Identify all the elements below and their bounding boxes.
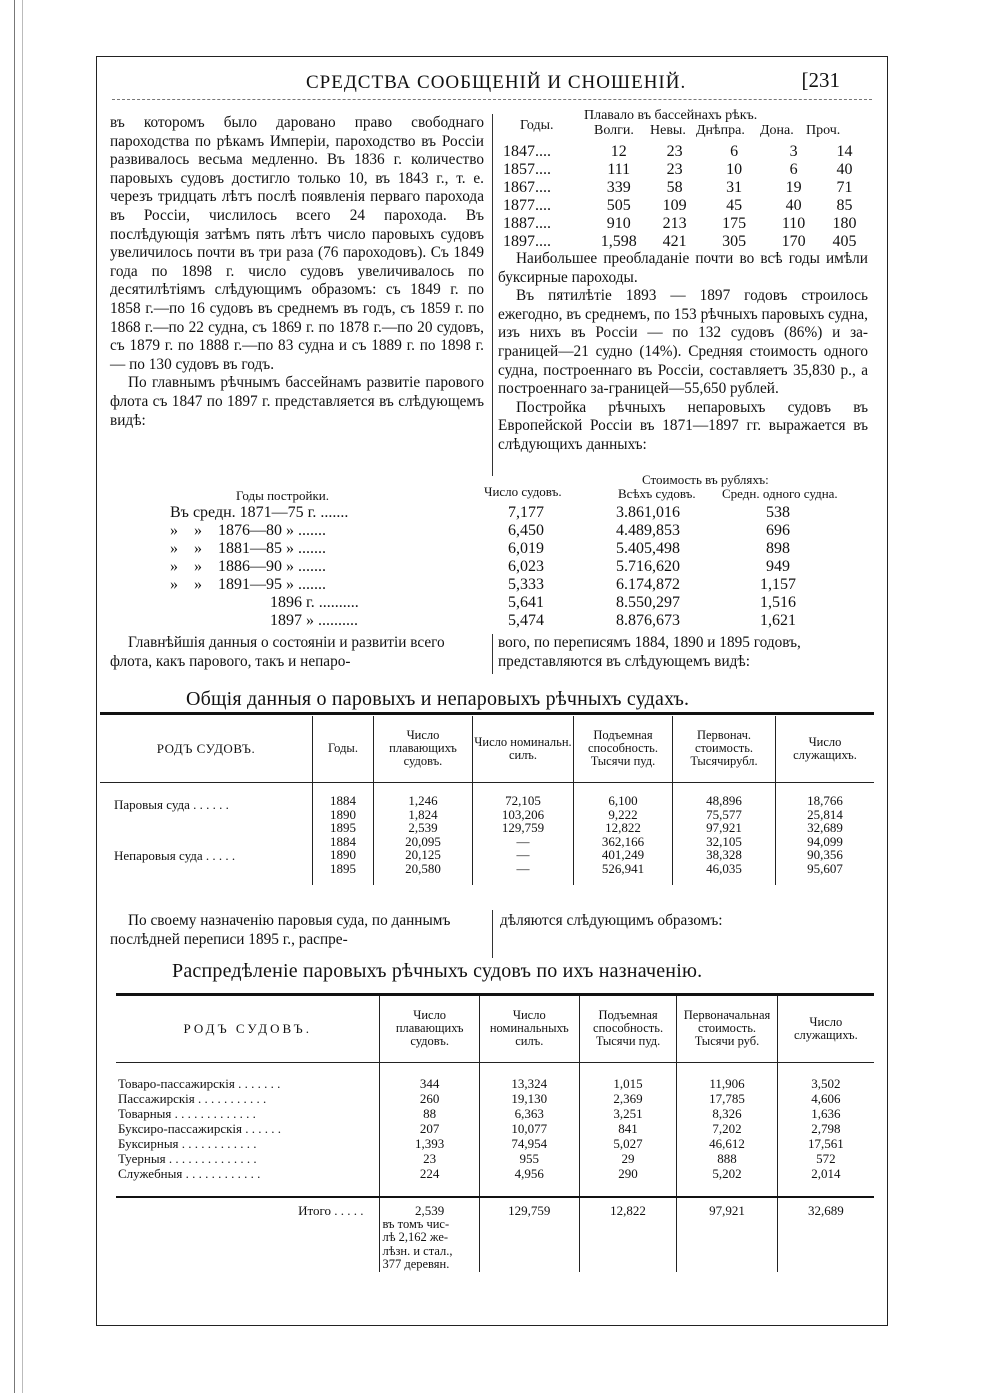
total-value: 129,759 <box>479 1197 579 1272</box>
construction-cost-all: 8.876,673 <box>616 612 680 629</box>
value-line: 1890 <box>330 806 356 822</box>
value-cell: 955 <box>479 1151 579 1166</box>
paragraph: Главнѣйшія данныя о состояніи и развитіи всего флота, какъ парового, такъ и непаро- <box>110 634 445 670</box>
construction-row <box>170 504 870 522</box>
basin-value: 45 <box>726 196 743 214</box>
construction-row <box>170 576 870 594</box>
paragraph: дѣляются слѣдующимъ образомъ: <box>500 912 723 929</box>
construction-row <box>170 540 870 558</box>
basin-value: 109 <box>662 196 687 214</box>
table-spacer-cell <box>776 875 875 885</box>
value-cell: 1,636 <box>777 1106 874 1121</box>
basin-value: 3 <box>789 142 798 160</box>
column-divider <box>492 114 493 476</box>
table2 <box>116 996 874 1272</box>
t1-header: Подъемная способность. Тысячи пуд. <box>574 716 673 782</box>
t2-header: Первоначальная стоимость. Тысячи руб. <box>677 996 777 1062</box>
total-row <box>116 1197 874 1272</box>
value-cell: 8,326 <box>677 1106 777 1121</box>
value-cell <box>473 794 574 835</box>
basin-col-header: Дона. <box>760 123 794 138</box>
construction-all-header: Всѣхъ судовъ. <box>618 486 696 501</box>
table-spacer-cell <box>579 1062 677 1076</box>
value-line: 526,941 <box>601 860 645 876</box>
vessel-purpose: Буксиро-пассажирскія . . . . . . <box>118 1121 282 1136</box>
value-cell: 7,202 <box>677 1121 777 1136</box>
t1-header: Число плавающихъ судовъ. <box>374 716 473 782</box>
basin-row <box>500 160 870 178</box>
basin-value: 305 <box>722 232 747 250</box>
basin-year: 1847.... <box>503 142 551 160</box>
basin-value: 180 <box>832 214 857 232</box>
value-cell: 2,369 <box>579 1091 677 1106</box>
construction-count: 5,641 <box>508 594 544 611</box>
construction-cost-avg: 898 <box>766 540 790 557</box>
basin-value: 1,598 <box>600 232 637 250</box>
table-rule <box>100 712 874 715</box>
t1-header: Число номинальн. силъ. <box>473 716 574 782</box>
total-value: 97,921 <box>677 1197 777 1272</box>
value-line: 129,759 <box>501 820 545 835</box>
value-line: 401,249 <box>601 847 645 862</box>
table-spacer-row <box>116 1181 874 1197</box>
value-cell: 2,014 <box>777 1166 874 1181</box>
value-cell: 29 <box>579 1151 677 1166</box>
value-cell: 17,785 <box>677 1091 777 1106</box>
basin-row <box>500 178 870 196</box>
value-line: 18,766 <box>807 793 843 808</box>
table-row <box>116 1136 874 1151</box>
table-row <box>100 794 874 835</box>
value-cell: 224 <box>380 1166 479 1181</box>
basin-value: 213 <box>662 214 687 232</box>
basin-value: 71 <box>836 178 853 196</box>
construction-table <box>150 472 880 632</box>
basin-value: 40 <box>785 196 802 214</box>
table-spacer-cell <box>374 875 473 885</box>
table-spacer-cell <box>380 1062 479 1076</box>
construction-cost-avg: 538 <box>766 504 790 521</box>
construction-period: » » 1876—80 » ....... <box>170 522 326 539</box>
paragraph: Постройка рѣчныхъ непаровыхъ судовъ въ Европейской Россіи въ 1871—1897 гг. выражается въ слѣдующихъ данныхъ: <box>498 398 868 453</box>
basin-value: 175 <box>722 214 747 232</box>
value-line: 32,689 <box>807 820 843 835</box>
value-cell <box>473 835 574 876</box>
value-line: 94,099 <box>807 833 843 849</box>
header-rule <box>112 99 872 108</box>
value-cell: 10,077 <box>479 1121 579 1136</box>
construction-row <box>170 612 870 630</box>
basin-value: 421 <box>662 232 687 250</box>
basin-value: 23 <box>666 160 683 178</box>
left-column <box>110 114 484 430</box>
paragraph: По главнымъ рѣчнымъ бассейнамъ развитіе парового флота съ 1847 по 1897 г. представляется въ слѣдующемъ видѣ: <box>110 374 484 429</box>
value-line: 1,246 <box>408 793 438 808</box>
value-cell: 3,502 <box>777 1076 874 1091</box>
construction-row <box>170 558 870 576</box>
basin-value: 19 <box>785 178 802 196</box>
t2-header: Число служащихъ. <box>777 996 874 1062</box>
basin-value: 405 <box>832 232 857 250</box>
table-spacer-cell <box>100 875 313 885</box>
value-cell: 4,606 <box>777 1091 874 1106</box>
vessel-type: Паровыя суда . . . . . . <box>114 797 229 812</box>
value-cell: 841 <box>579 1121 677 1136</box>
value-cell <box>673 835 776 876</box>
value-cell: 207 <box>380 1121 479 1136</box>
basin-rows <box>500 142 870 250</box>
construction-row <box>170 522 870 540</box>
column-divider <box>492 910 493 958</box>
value-line: 97,921 <box>706 820 742 835</box>
value-line: 9,222 <box>608 806 638 822</box>
vessel-purpose: Товаро-пассажирскія . . . . . . . <box>118 1076 281 1091</box>
construction-cost-all: 5.716,620 <box>616 558 680 575</box>
value-line: 103,206 <box>501 806 545 822</box>
value-line: 48,896 <box>706 793 742 808</box>
value-line: 1884 <box>330 833 356 849</box>
t1-header: Первонач. стоимость. Тысячирубл. <box>673 716 776 782</box>
vessel-purpose: Пассажирскія . . . . . . . . . . . <box>118 1091 267 1106</box>
value-cell <box>574 835 673 876</box>
page-number: [231 <box>801 68 840 92</box>
value-line: 20,095 <box>405 833 441 849</box>
total-count-note: въ томъ чис- <box>382 1216 450 1231</box>
construction-cost-all: 6.174,872 <box>616 576 680 593</box>
total-count-note: лѣ 2,162 же- <box>382 1230 449 1244</box>
value-line: 38,328 <box>706 847 742 862</box>
total-count: 2,539 <box>415 1203 445 1218</box>
basin-col-header: Волги. <box>594 123 634 138</box>
value-line: 1884 <box>330 793 356 808</box>
paragraph: въ которомъ было даровано право свободнаго пароходства по рѣкамъ Имперіи, пароходство въ Россіи развивалось весьма медленно. Въ 1836 г. количество паровыхъ судовъ достигло только 10, въ 1843 г., т. е. черезъ тридцать лѣтъ послѣ появленія перваго парохода въ Россіи, числилось всего 24 парохода. Въ послѣдующія затѣмъ пять лѣтъ число паровыхъ судовъ увеличилось почти въ три раза (76 пароходовъ). Съ 1849 года по 1898 г. число судовъ увеличивалось по десятилѣтіямъ слѣдующимъ образомъ: съ 1849 г. по 1858 г.—по 16 судовъ въ среднемъ въ годъ, съ 1859 г. по 1868 г.—по 22 судна, съ 1869 г. по 1878 г.—по 20 судовъ, съ 1879 г. по 1888 г.—по 83 судна и съ 1889 г. по 1898 г. — по 130 судовъ въ годъ. <box>110 114 484 373</box>
basin-super-header: Плавало въ бассейнахъ рѣкъ. <box>584 108 758 123</box>
value-line: 95,607 <box>807 860 843 876</box>
value-line: 6,100 <box>608 793 638 808</box>
value-cell <box>776 835 875 876</box>
value-line: 46,035 <box>706 860 742 876</box>
table2-title: Распредѣленіе паровыхъ рѣчныхъ судовъ по ихъ назначенію. <box>172 960 703 982</box>
basin-value: 110 <box>781 214 806 232</box>
construction-period: 1897 » .......... <box>270 612 358 629</box>
construction-years-header: Годы постройки. <box>236 488 329 503</box>
bridge2-left <box>110 912 484 949</box>
table-spacer-cell <box>479 1062 579 1076</box>
value-cell: 1,393 <box>380 1136 479 1151</box>
construction-cost-all: 5.405,498 <box>616 540 680 557</box>
value-line: 90,356 <box>807 847 843 862</box>
total-count-note: лѣзн. и стал., <box>382 1243 453 1258</box>
t1-header: Годы. <box>313 716 374 782</box>
total-count-note: 377 деревян. <box>382 1257 450 1271</box>
basin-year: 1867.... <box>503 178 551 196</box>
construction-count-header: Число судовъ. <box>484 484 562 499</box>
vessel-purpose: Служебныя . . . . . . . . . . . . <box>118 1166 261 1181</box>
construction-count: 5,474 <box>508 612 544 629</box>
value-line: — <box>516 833 530 849</box>
value-line: 362,166 <box>601 833 645 849</box>
construction-count: 6,023 <box>508 558 544 575</box>
construction-rows <box>170 504 870 630</box>
paragraph: Наибольшее преобладаніе почти во всѣ годы имѣли буксирные пароходы. <box>498 250 868 286</box>
paragraph: По своему назначенію паровыя суда, по даннымъ послѣдней переписи 1895 г., распре- <box>110 912 451 948</box>
value-cell: 290 <box>579 1166 677 1181</box>
value-cell: 11,906 <box>677 1076 777 1091</box>
table-spacer-cell <box>116 1181 380 1197</box>
bridge-left <box>110 634 484 671</box>
construction-period: » » 1891—95 » ....... <box>170 576 326 593</box>
table-spacer-row <box>100 875 874 885</box>
table-spacer-cell <box>116 1062 380 1076</box>
paragraph: вого, по переписямъ 1884, 1890 и 1895 годовъ, представляются въ слѣдующемъ видѣ: <box>498 634 801 670</box>
basin-year: 1877.... <box>503 196 551 214</box>
value-cell: 572 <box>777 1151 874 1166</box>
construction-cost-avg: 1,516 <box>760 594 796 611</box>
basin-years-header: Годы. <box>520 118 554 133</box>
table1-title: Общія данныя о паровыхъ и непаровыхъ рѣчныхъ судахъ. <box>186 688 690 710</box>
basin-value: 910 <box>606 214 631 232</box>
basin-value: 6 <box>789 160 798 178</box>
table-row <box>116 1121 874 1136</box>
basin-row <box>500 196 870 214</box>
value-line: 1,824 <box>408 806 438 822</box>
table-spacer-row <box>100 782 874 794</box>
value-cell: 17,561 <box>777 1136 874 1151</box>
value-cell: 344 <box>380 1076 479 1091</box>
vessel-purpose: Туерныя . . . . . . . . . . . . . . <box>118 1151 257 1166</box>
construction-cost-header: Стоимость въ рубляхъ: <box>642 472 769 487</box>
table-spacer-cell <box>673 875 776 885</box>
construction-cost-avg: 696 <box>766 522 790 539</box>
value-line: 1895 <box>330 820 356 835</box>
basin-col-header: Невы. <box>650 123 686 138</box>
value-cell <box>313 794 374 835</box>
bridge-right <box>498 634 870 671</box>
page-header <box>96 66 886 100</box>
construction-count: 5,333 <box>508 576 544 593</box>
value-cell: 88 <box>380 1106 479 1121</box>
table-spacer-cell <box>380 1181 479 1197</box>
value-cell: 46,612 <box>677 1136 777 1151</box>
vessel-purpose: Товарныя . . . . . . . . . . . . . <box>118 1106 256 1121</box>
construction-cost-avg: 1,621 <box>760 612 796 629</box>
basin-row <box>500 232 870 250</box>
total-value: 12,822 <box>579 1197 677 1272</box>
right-column <box>498 250 868 455</box>
value-cell <box>776 794 875 835</box>
value-cell: 13,324 <box>479 1076 579 1091</box>
value-line: 1890 <box>330 847 356 862</box>
paragraph: Въ пятилѣтіе 1893 — 1897 годовъ строилось ежегодно, въ среднемъ, по 153 рѣчныхъ паровыхъ судна, изъ нихъ въ Россіи — по 132 судовъ (86%) и за-границей—21 судно (14%). Средняя стоимость одного судна, построеннаго въ Россіи, составляетъ 35,830 р., а построеннаго за-границей—55,650 рублей. <box>498 287 868 398</box>
basin-row <box>500 142 870 160</box>
value-cell <box>313 835 374 876</box>
value-cell: 5,027 <box>579 1136 677 1151</box>
table-spacer-cell <box>100 782 313 794</box>
value-line: 72,105 <box>505 793 541 808</box>
construction-period: Въ средн. 1871—75 г. ....... <box>170 504 349 521</box>
t2-header: Подъемная способность. Тысячи пуд. <box>579 996 677 1062</box>
value-line: 32,105 <box>706 833 742 849</box>
vessel-purpose: Буксирныя . . . . . . . . . . . . <box>118 1136 257 1151</box>
table1 <box>100 716 874 885</box>
value-line: 12,822 <box>605 820 641 835</box>
basin-value: 14 <box>836 142 853 160</box>
value-cell <box>374 794 473 835</box>
table-spacer-cell <box>479 1181 579 1197</box>
construction-count: 6,019 <box>508 540 544 557</box>
table-row <box>116 1076 874 1091</box>
basin-value: 170 <box>781 232 806 250</box>
construction-cost-all: 8.550,297 <box>616 594 680 611</box>
value-cell <box>574 794 673 835</box>
basin-value: 505 <box>606 196 631 214</box>
value-line: 75,577 <box>706 806 742 822</box>
basin-col-header: Проч. <box>806 123 841 138</box>
t2-header: Число номинальныхъ силъ. <box>479 996 579 1062</box>
total-count-cell <box>380 1197 479 1272</box>
value-line: 20,125 <box>405 847 441 862</box>
basin-value: 339 <box>606 178 631 196</box>
value-line: — <box>516 847 530 862</box>
basin-value: 31 <box>726 178 743 196</box>
total-value: 32,689 <box>777 1197 874 1272</box>
table-spacer-cell <box>313 875 374 885</box>
scan-edge-line <box>14 0 15 1393</box>
construction-avg-header: Средн. одного судна. <box>722 486 838 501</box>
construction-cost-all: 3.861,016 <box>616 504 680 521</box>
t1-header: Число служащихъ. <box>776 716 875 782</box>
value-cell: 260 <box>380 1091 479 1106</box>
construction-cost-all: 4.489,853 <box>616 522 680 539</box>
basin-value: 40 <box>836 160 853 178</box>
basin-year: 1887.... <box>503 214 551 232</box>
construction-row <box>170 594 870 612</box>
construction-count: 7,177 <box>508 504 544 521</box>
basin-year: 1857.... <box>503 160 551 178</box>
table-row <box>116 1091 874 1106</box>
table-row <box>116 1151 874 1166</box>
running-title: СРЕДСТВА СООБЩЕНІЙ И СНОШЕНІЙ. <box>306 72 687 93</box>
bridge2-right <box>500 912 872 931</box>
t1-header: РОДЪ СУДОВЪ. <box>100 716 313 782</box>
value-line: — <box>516 860 530 876</box>
value-cell: 4,956 <box>479 1166 579 1181</box>
basin-value: 111 <box>607 160 631 178</box>
table-row <box>116 1166 874 1181</box>
value-line: 25,814 <box>807 806 843 822</box>
value-line: 20,580 <box>405 860 441 876</box>
t2-header: Число плавающихъ судовъ. <box>380 996 479 1062</box>
value-cell: 23 <box>380 1151 479 1166</box>
value-cell: 1,015 <box>579 1076 677 1091</box>
table-spacer-cell <box>777 1062 874 1076</box>
value-line: 2,539 <box>408 820 438 835</box>
construction-cost-avg: 949 <box>766 558 790 575</box>
value-cell: 3,251 <box>579 1106 677 1121</box>
table-spacer-cell <box>574 875 673 885</box>
table-spacer-row <box>116 1062 874 1076</box>
value-cell: 2,798 <box>777 1121 874 1136</box>
basin-value: 6 <box>730 142 739 160</box>
value-cell: 888 <box>677 1151 777 1166</box>
table-spacer-cell <box>473 875 574 885</box>
scan-edge-line <box>22 0 23 1393</box>
value-cell: 5,202 <box>677 1166 777 1181</box>
value-cell: 6,363 <box>479 1106 579 1121</box>
table-spacer-cell <box>579 1181 677 1197</box>
basin-value: 12 <box>610 142 627 160</box>
value-cell: 74,954 <box>479 1136 579 1151</box>
table-spacer-cell <box>677 1062 777 1076</box>
construction-period: » » 1881—85 » ....... <box>170 540 326 557</box>
construction-period: » » 1886—90 » ....... <box>170 558 326 575</box>
basin-value: 23 <box>666 142 683 160</box>
t2-header: РОДЪ СУДОВЪ. <box>116 996 380 1062</box>
table-spacer-cell <box>777 1181 874 1197</box>
table-row <box>116 1106 874 1121</box>
value-line: 1895 <box>330 860 356 876</box>
basin-row <box>500 214 870 232</box>
basin-year: 1897.... <box>503 232 551 250</box>
construction-count: 6,450 <box>508 522 544 539</box>
basin-table <box>498 108 870 250</box>
basin-value: 58 <box>666 178 683 196</box>
basin-col-header: Днѣпра. <box>696 123 745 138</box>
column-divider <box>492 634 493 674</box>
total-label: Итого . . . . . <box>298 1203 364 1218</box>
value-cell <box>374 835 473 876</box>
table-row <box>100 835 874 876</box>
basin-value: 85 <box>836 196 853 214</box>
construction-cost-avg: 1,157 <box>760 576 796 593</box>
value-cell: 19,130 <box>479 1091 579 1106</box>
construction-period: 1896 г. .......... <box>270 594 359 611</box>
vessel-type: Непаровыя суда . . . . . <box>114 847 236 863</box>
table-spacer-cell <box>677 1181 777 1197</box>
value-cell <box>673 794 776 835</box>
basin-value: 10 <box>726 160 743 178</box>
